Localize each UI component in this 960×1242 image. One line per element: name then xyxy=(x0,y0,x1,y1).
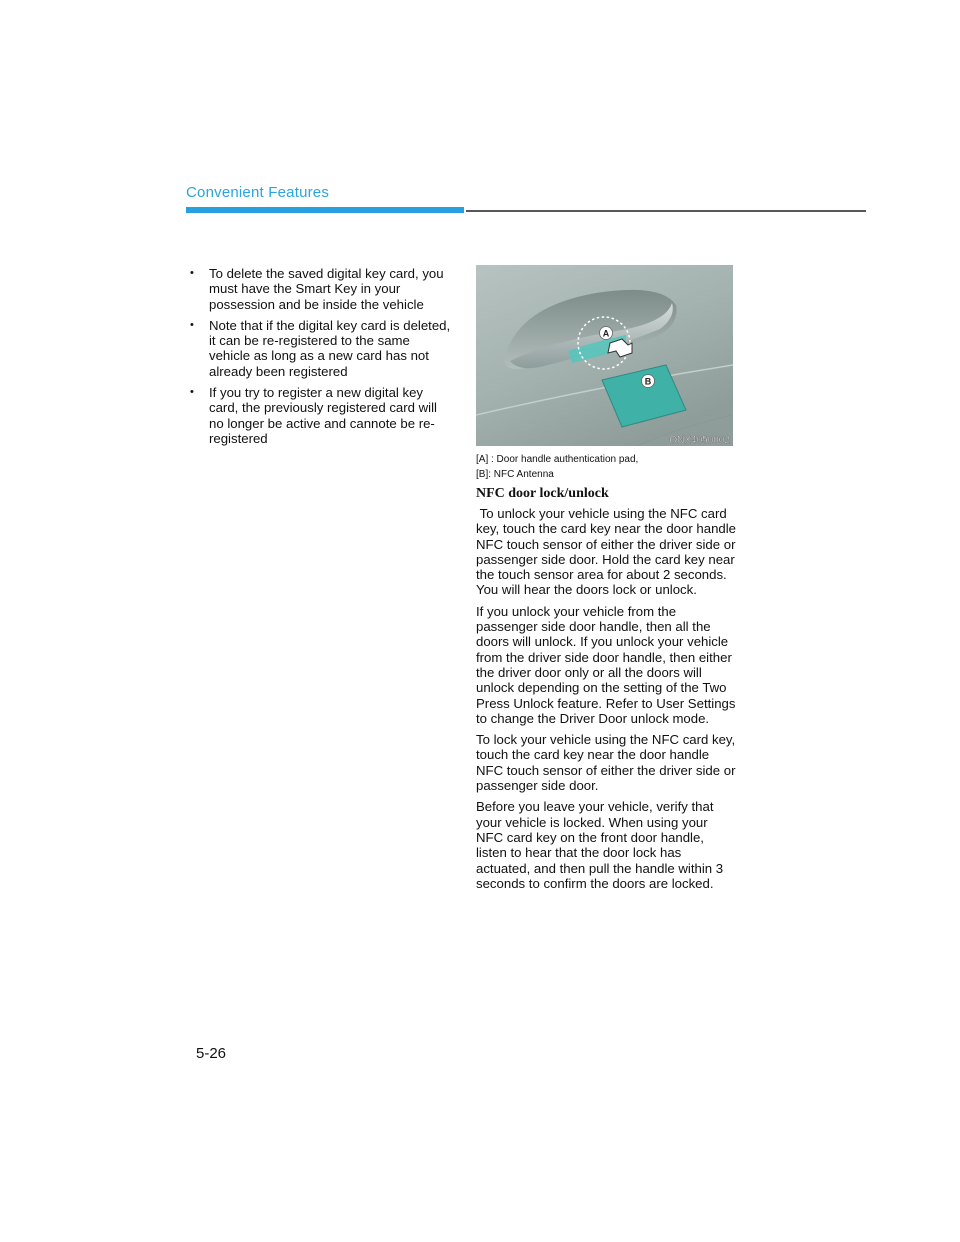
bullet-item xyxy=(190,385,452,446)
right-column xyxy=(476,486,738,897)
paragraph: Before you leave your vehicle, verify that your vehicle is locked. When using your NFC card key on the front door handle, listen to hear that the door lock has actuated, and then pull the handle within 3 seconds to confirm the doors are locked. xyxy=(476,799,724,891)
paragraph: If you unlock your vehicle from the passenger side door handle, then all the doors will unlock. If you unlock your vehicle from the driver side door handle, then either the driver door only or all the doors will unlock depending on the setting of the Two Press Unlock feature. Refer to User Settings to change the Driver Door unlock mode. xyxy=(476,603,736,726)
door-handle-drawing xyxy=(476,265,733,446)
bullet-item xyxy=(190,266,452,312)
page-number: 5-26 xyxy=(196,1045,227,1062)
bullet-text: Note that if the digital key card is deleted, it can be re-registered to the same vehicle as long as a new card has not already been registered xyxy=(209,317,451,379)
paragraph: To unlock your vehicle using the NFC card key, touch the card key near the door handle NFC touch sensor of either the driver side or passenger side door. Hold the card key near the touch sensor area for about 2 seconds. You will hear the doors lock or unlock. xyxy=(476,506,740,598)
figure-caption xyxy=(476,452,756,482)
label-b-text: B xyxy=(644,376,652,387)
bullet-item xyxy=(190,318,452,379)
left-column xyxy=(190,266,452,452)
bullet-text: If you try to register a new digital key card, the previously registered card will no longer be active and cannote be re-registered xyxy=(209,385,437,446)
header-divider-line xyxy=(466,210,866,212)
door-handle-illustration xyxy=(476,265,733,446)
bullet-text: To delete the saved digital key card, you must have the Smart Key in your possession and be inside the vehicle xyxy=(209,266,444,312)
bullet-icon: • xyxy=(190,267,194,279)
bullet-icon: • xyxy=(190,386,194,399)
label-a-text: A xyxy=(602,328,610,339)
caption-line: [B]: NFC Antenna xyxy=(476,469,554,480)
header-accent-bar xyxy=(186,207,464,213)
section-header: Convenient Features xyxy=(186,184,330,201)
caption-line: [A] : Door handle authentication pad, xyxy=(476,454,639,465)
bullet-icon: • xyxy=(190,318,194,331)
section-title: NFC door lock/unlock xyxy=(476,486,609,501)
paragraph: To lock your vehicle using the NFC card key, touch the card key near the door handle NFC touch sensor of either the driver side or passenger side door. xyxy=(476,732,736,794)
figure-code: ONX4050002 xyxy=(669,435,730,446)
